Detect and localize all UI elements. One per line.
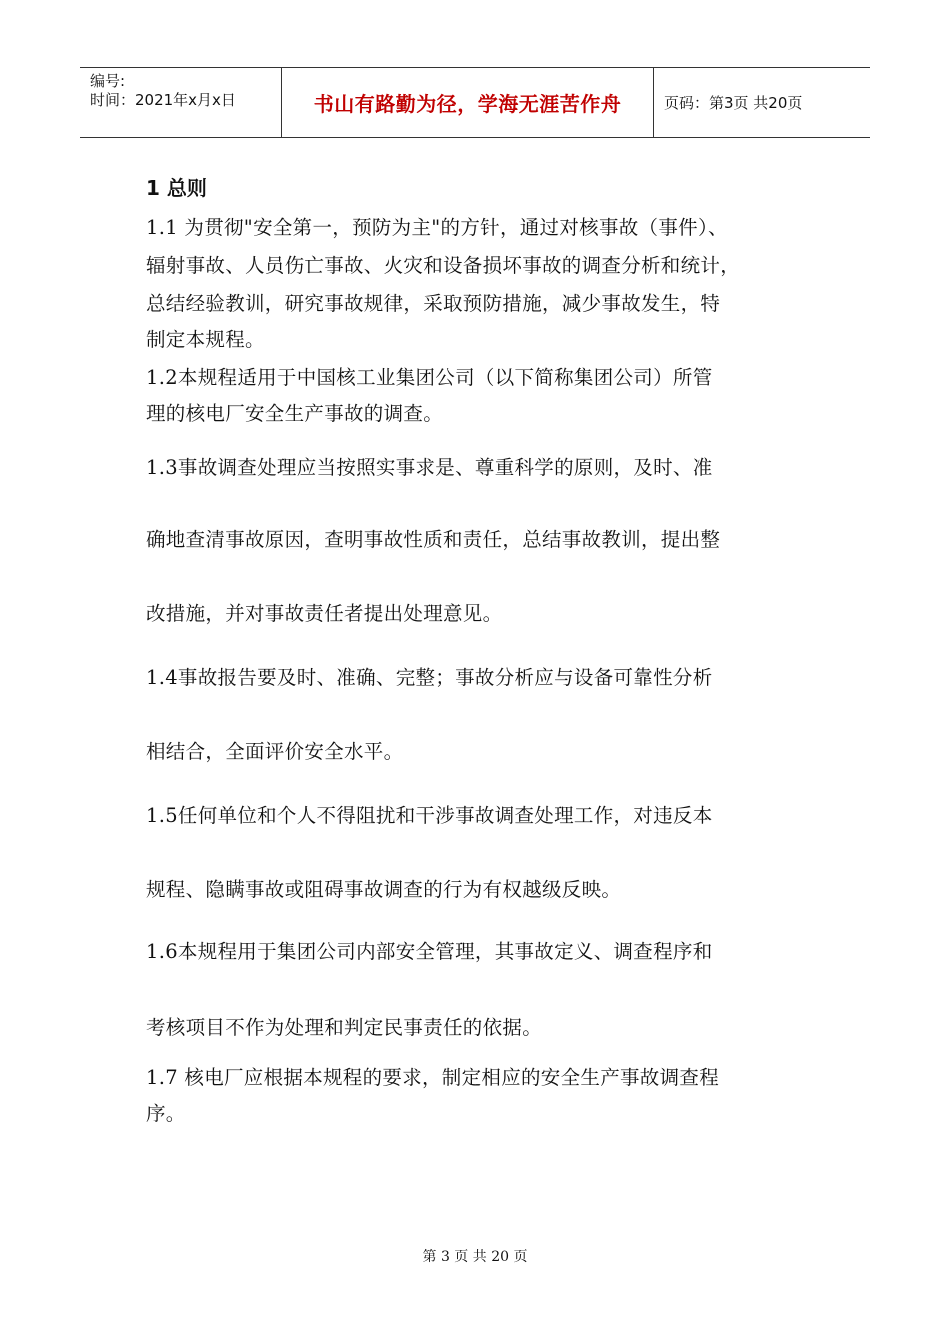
- body-line: 辐射事故、人员伤亡事故、火灾和设备损坏事故的调查分析和统计，: [146, 254, 741, 277]
- body-line: 序。: [146, 1102, 186, 1125]
- body-line: 1.7 核电厂应根据本规程的要求，制定相应的安全生产事故调查程: [146, 1066, 720, 1089]
- section-title: 1 总则: [146, 176, 207, 200]
- body-line: 1.4事故报告要及时、准确、完整；事故分析应与设备可靠性分析: [146, 666, 713, 689]
- body-line: 1.5任何单位和个人不得阻扰和干涉事故调查处理工作，对违反本: [146, 804, 713, 827]
- body-line: 总结经验教训，研究事故规律，采取预防措施，减少事故发生，特: [146, 292, 721, 315]
- header-page-info: 页码：第3页 共20页: [664, 94, 803, 112]
- document-number-label: 编号:: [90, 72, 126, 90]
- body-line: 考核项目不作为处理和判定民事责任的依据。: [146, 1016, 543, 1039]
- page-header: [80, 67, 870, 138]
- body-line: 规程、隐瞒事故或阻碍事故调查的行为有权越级反映。: [146, 878, 622, 901]
- document-time-label: 时间：2021年x月x日: [90, 91, 236, 109]
- body-line: 1.3事故调查处理应当按照实事求是、尊重科学的原则，及时、准: [146, 456, 713, 479]
- body-line: 相结合，全面评价安全水平。: [146, 740, 404, 763]
- body-line: 1.1 为贯彻"安全第一，预防为主"的方针，通过对核事故（事件）、: [146, 216, 728, 239]
- header-motto: 书山有路勤为径，学海无涯苦作舟: [313, 92, 622, 116]
- page-footer: 第 3 页 共 20 页: [422, 1249, 528, 1265]
- body-line: 制定本规程。: [146, 328, 265, 351]
- header-motto-cell: [282, 68, 654, 137]
- body-line: 1.2本规程适用于中国核工业集团公司（以下简称集团公司）所管: [146, 366, 713, 389]
- body-line: 改措施，并对事故责任者提出处理意见。: [146, 602, 503, 625]
- header-meta-cell: [80, 68, 282, 137]
- body-line: 理的核电厂安全生产事故的调查。: [146, 402, 444, 425]
- body-line: 确地查清事故原因，查明事故性质和责任，总结事故教训，提出整: [146, 528, 721, 551]
- header-page-cell: [654, 68, 870, 137]
- body-line: 1.6本规程用于集团公司内部安全管理，其事故定义、调查程序和: [146, 940, 713, 963]
